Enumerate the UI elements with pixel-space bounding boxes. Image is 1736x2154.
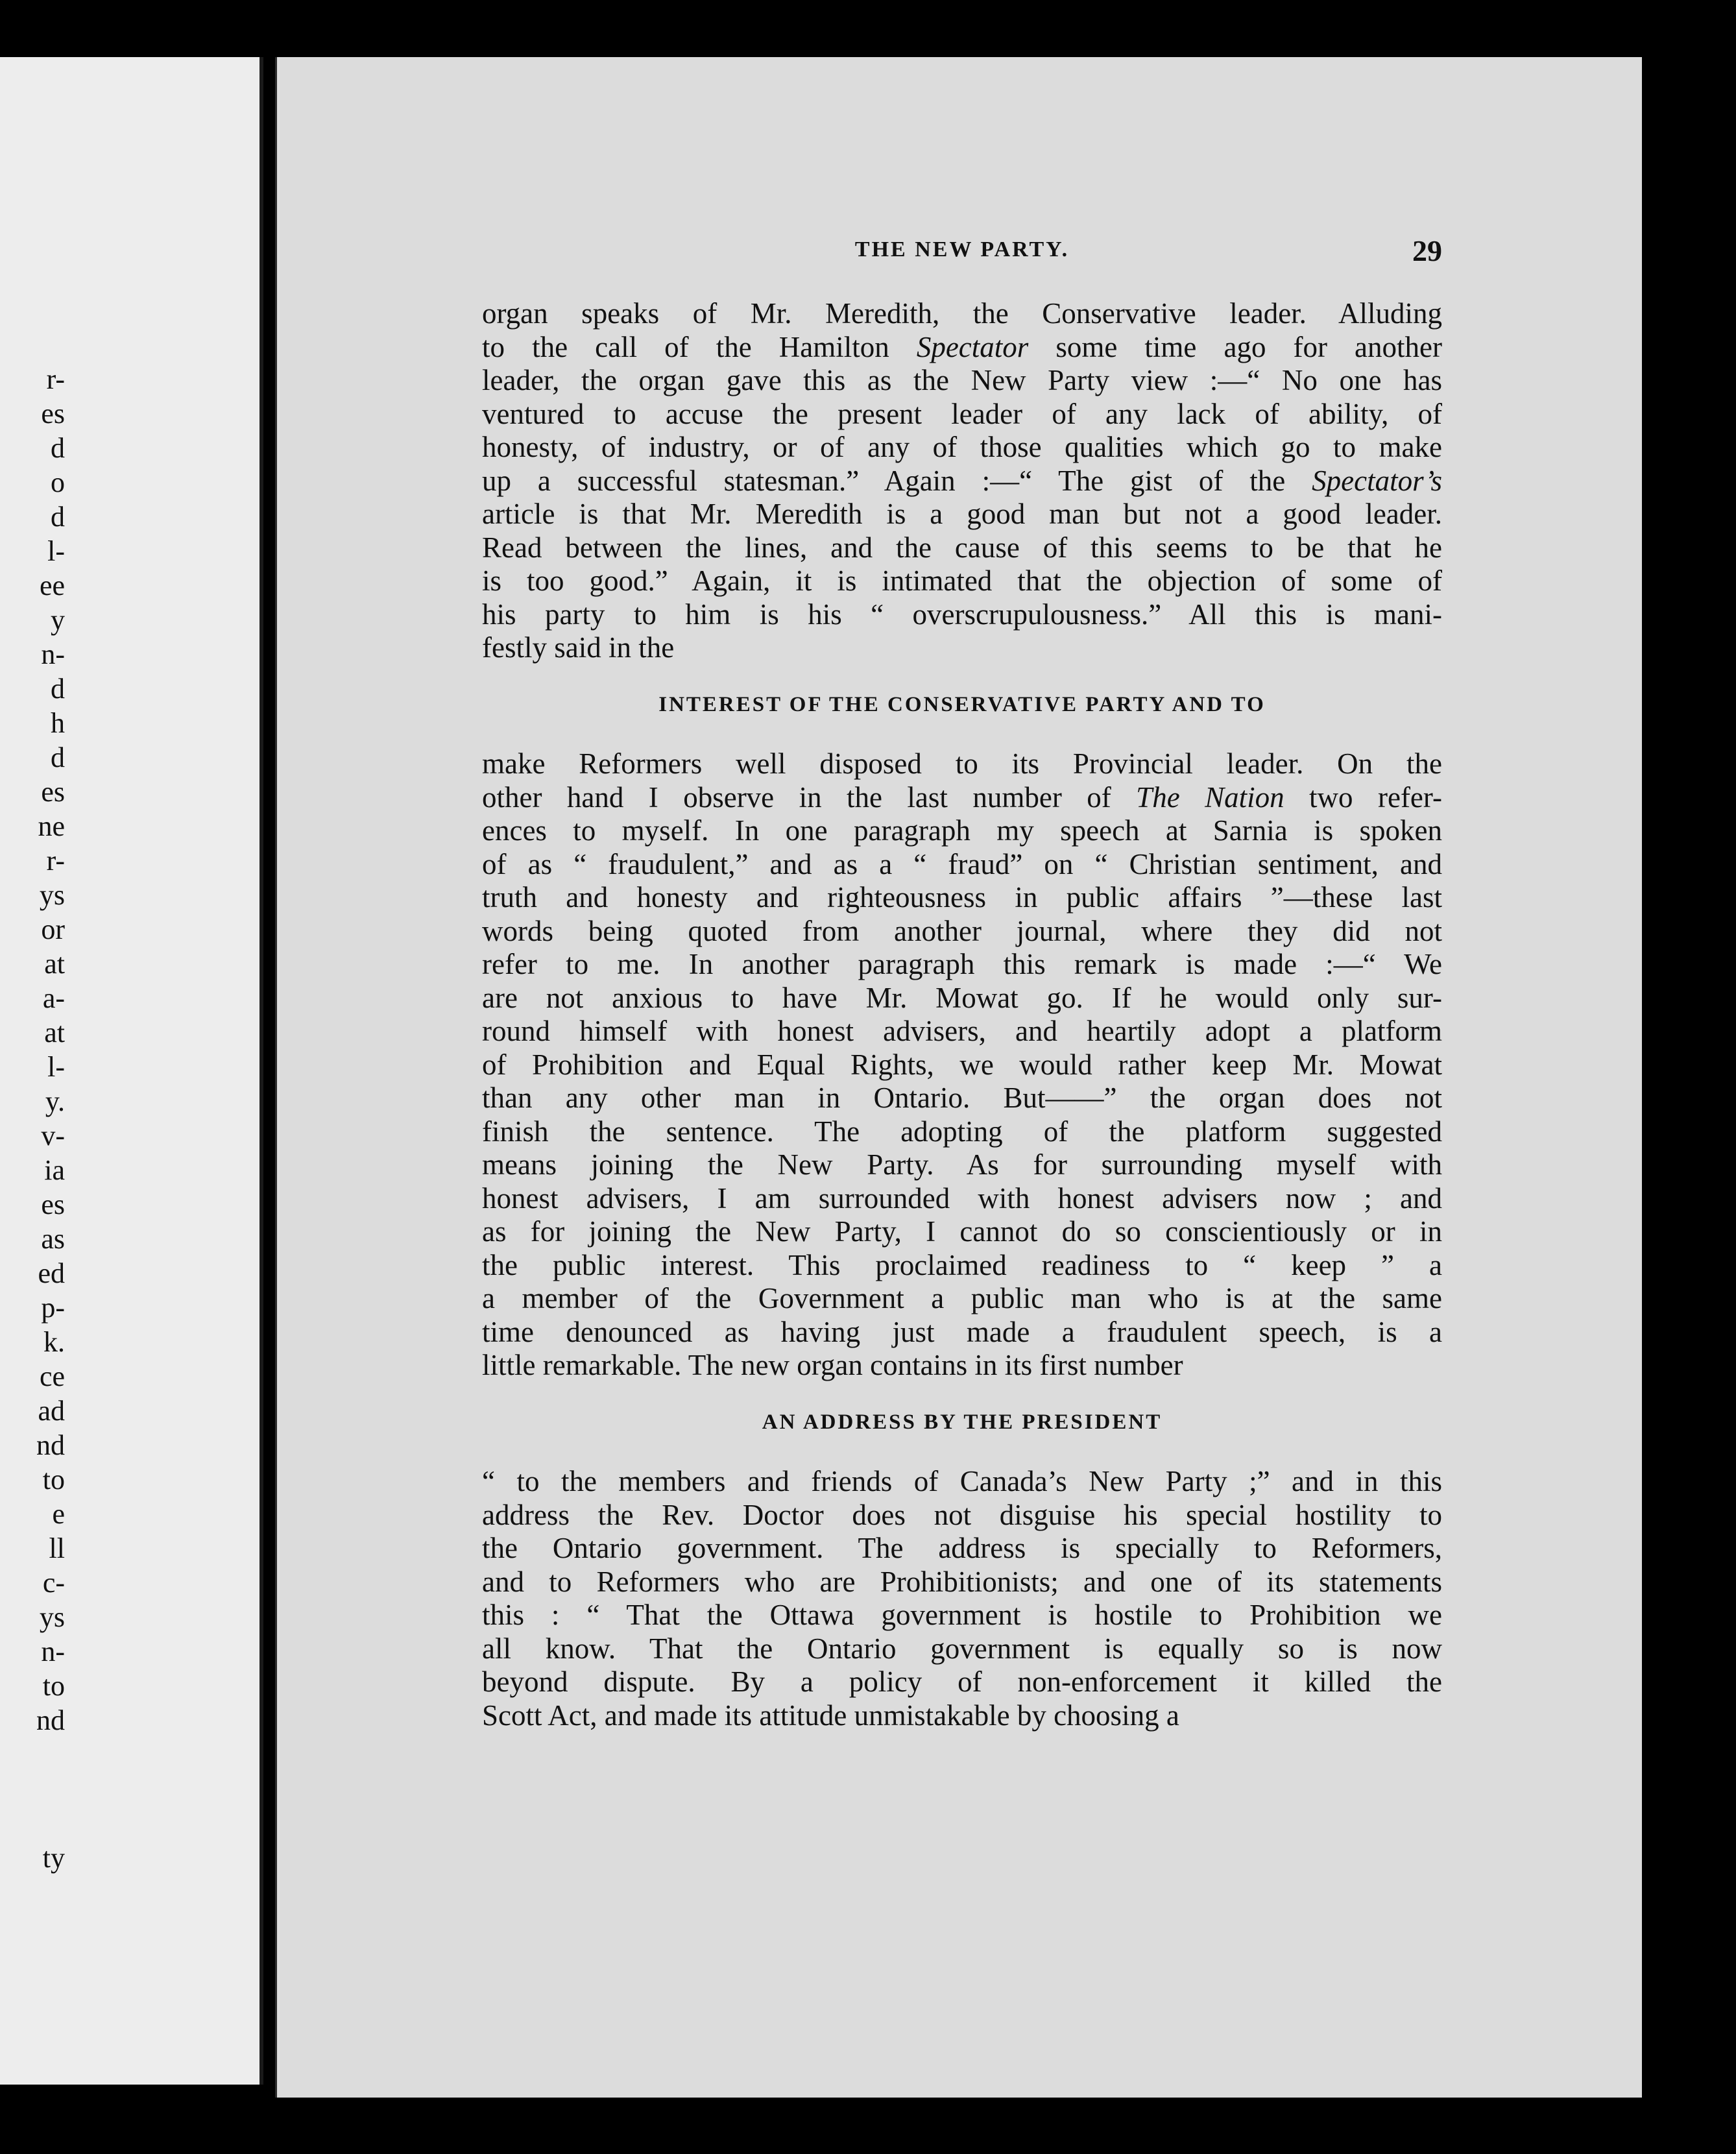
text-line: other hand I observe in the last number of The Nation two refer- xyxy=(482,781,1442,814)
left-page-fragment: k. xyxy=(43,1326,65,1358)
left-page-fragment: n- xyxy=(41,1636,65,1667)
left-page-fragment: ad xyxy=(38,1395,65,1427)
text-line: finish the sentence. The adopting of the platform suggested xyxy=(482,1115,1442,1148)
left-page-fragment: e xyxy=(52,1498,65,1530)
text-line: words being quoted from another journal, where they did not xyxy=(482,914,1442,947)
text-line: ventured to accuse the present leader of any lack of ability, of xyxy=(482,397,1442,430)
body-text xyxy=(482,297,1442,1732)
text-line: round himself with honest advisers, and heartily adopt a platform xyxy=(482,1015,1442,1047)
left-page-fragment: c- xyxy=(42,1567,65,1599)
paragraph-1 xyxy=(482,297,1442,665)
text-line: ences to myself. In one paragraph my speech at Sarnia is spoken xyxy=(482,814,1442,847)
text-line: his party to him is his “ overscrupulousness.” All this is mani- xyxy=(482,598,1442,631)
book-page xyxy=(275,57,1642,2098)
left-page-fragment: y xyxy=(51,604,65,636)
text-line: little remarkable. The new organ contains in its first number xyxy=(482,1349,1183,1381)
left-page-fragment: n- xyxy=(41,638,65,670)
text-line: up a successful statesman.” Again :—“ The gist of the Spectator’s xyxy=(482,464,1442,497)
left-page-fragment: y. xyxy=(45,1085,65,1117)
text-line: leader, the organ gave this as the New Party view :—“ No one has xyxy=(482,364,1442,396)
left-page-fragment: ne xyxy=(38,810,65,842)
left-page-fragment: es xyxy=(41,398,65,430)
text-line: and to Reformers who are Prohibitionists; and one of its statements xyxy=(482,1565,1442,1598)
text-line: of Prohibition and Equal Rights, we would rather keep Mr. Mowat xyxy=(482,1048,1442,1081)
text-line: article is that Mr. Meredith is a good man but not a good leader. xyxy=(482,498,1442,530)
text-line: this : “ That the Ottawa government is hostile to Prohibition we xyxy=(482,1599,1442,1631)
left-page-fragment: to xyxy=(42,1464,65,1495)
text-line: refer to me. In another paragraph this remark is made :—“ We xyxy=(482,948,1442,980)
page-gutter xyxy=(259,57,263,2085)
left-page-fragment: d xyxy=(51,432,65,464)
left-page-fragment: at xyxy=(44,948,65,980)
text-line: truth and honesty and righteousness in public affairs ”—these last xyxy=(482,881,1442,914)
text-line: make Reformers well disposed to its Provincial leader. On the xyxy=(482,747,1442,780)
left-page-fragment: d xyxy=(51,673,65,705)
paragraph-2 xyxy=(482,747,1442,1383)
text-line: the Ontario government. The address is specially to Reformers, xyxy=(482,1532,1442,1564)
left-page-fragment: at xyxy=(44,1017,65,1048)
left-page-fragment: v- xyxy=(41,1120,65,1152)
left-page-fragment: ce xyxy=(39,1361,65,1392)
left-page-fragment: d xyxy=(51,501,65,533)
left-page-fragment: ys xyxy=(39,879,65,911)
text-line: Scott Act, and made its attitude unmistakable by choosing a xyxy=(482,1699,1179,1732)
text-line: than any other man in Ontario. But——” the organ does not xyxy=(482,1082,1442,1114)
left-page-fragment: ll xyxy=(49,1532,65,1564)
text-line: a member of the Government a public man who is at the same xyxy=(482,1282,1442,1314)
left-page-fragment xyxy=(0,1806,65,1841)
left-page-fragment: h xyxy=(51,707,65,739)
text-line: beyond dispute. By a policy of non-enforcement it killed the xyxy=(482,1665,1442,1698)
text-line: festly said in the xyxy=(482,631,675,664)
left-page-fragment: o xyxy=(51,466,65,498)
text-line: organ speaks of Mr. Meredith, the Conservative leader. Alluding xyxy=(482,297,1442,330)
text-line: are not anxious to have Mr. Mowat go. If he would only sur- xyxy=(482,981,1442,1014)
text-line: is too good.” Again, it is intimated that the objection of some of xyxy=(482,564,1442,597)
text-line: Read between the lines, and the cause of this seems to be that he xyxy=(482,531,1442,564)
text-line: as for joining the New Party, I cannot do so conscientiously or in xyxy=(482,1215,1442,1248)
text-line: means joining the New Party. As for surrounding myself with xyxy=(482,1148,1442,1181)
left-page-fragment: d xyxy=(51,742,65,773)
left-facing-page xyxy=(0,57,261,2085)
text-line: honest advisers, I am surrounded with honest advisers now ; and xyxy=(482,1181,1442,1215)
left-page-fragment xyxy=(0,1772,65,1806)
left-page-fragment: ys xyxy=(39,1601,65,1633)
left-page-fragment: to xyxy=(42,1670,65,1702)
left-page-fragment: p- xyxy=(41,1292,65,1324)
left-page-fragment: a- xyxy=(42,982,65,1014)
left-page-fragment: ee xyxy=(39,570,65,601)
left-page-fragment: es xyxy=(41,1189,65,1220)
running-head xyxy=(482,234,1442,276)
text-line: honesty, of industry, or of any of those qualities which go to make xyxy=(482,431,1442,463)
left-page-fragment xyxy=(0,1737,65,1772)
left-page-fragment: l- xyxy=(47,535,65,567)
section-heading-1: INTEREST OF THE CONSERVATIVE PARTY AND TO xyxy=(658,692,1266,716)
left-page-fragment: r- xyxy=(46,845,65,877)
text-line: of as “ fraudulent,” and as a “ fraud” on “ Christian sentiment, and xyxy=(482,847,1442,880)
text-line: “ to the members and friends of Canada’s New Party ;” and in this xyxy=(482,1465,1442,1497)
paragraph-3 xyxy=(482,1465,1442,1732)
left-page-fragment: l- xyxy=(47,1051,65,1083)
left-page-fragment: or xyxy=(41,914,65,945)
text-line: to the call of the Hamilton Spectator some time ago for another xyxy=(482,330,1442,363)
text-line: address the Rev. Doctor does not disguise his special hostility to xyxy=(482,1498,1442,1531)
left-page-text-fragments xyxy=(0,362,65,1875)
left-page-fragment: ed xyxy=(38,1257,65,1289)
left-page-fragment: r- xyxy=(46,363,65,395)
text-line: time denounced as having just made a fraudulent speech, is a xyxy=(482,1315,1442,1348)
left-page-fragment: as xyxy=(41,1223,65,1255)
left-page-fragment: es xyxy=(41,776,65,808)
left-page-fragment: ia xyxy=(44,1154,65,1186)
text-line: all know. That the Ontario government is equally so is now xyxy=(482,1632,1442,1665)
page-number: 29 xyxy=(1412,234,1442,267)
left-page-fragment: nd xyxy=(36,1429,65,1461)
left-page-fragment: nd xyxy=(36,1704,65,1736)
section-heading-2: AN ADDRESS BY THE PRESIDENT xyxy=(762,1410,1163,1434)
running-title: THE NEW PARTY. xyxy=(854,237,1070,261)
left-page-fragment: ty xyxy=(42,1842,65,1874)
text-line: the public interest. This proclaimed readiness to “ keep ” a xyxy=(482,1248,1442,1281)
